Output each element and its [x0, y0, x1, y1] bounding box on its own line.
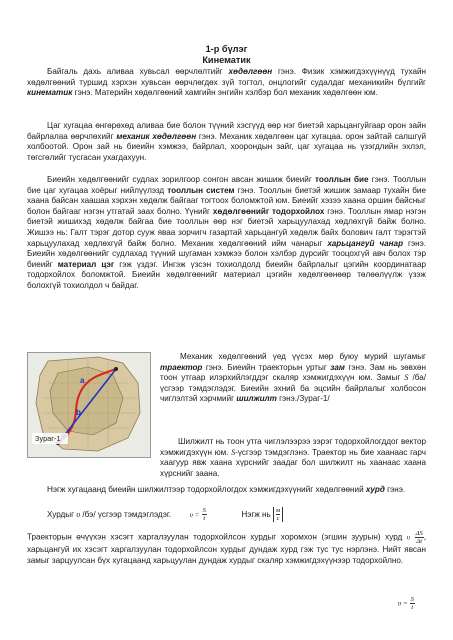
term-reference-body: тооллын бие [315, 175, 369, 184]
numerator: ΔS [415, 530, 423, 537]
symbol-v: υ [76, 510, 81, 519]
text: Нэгж хугацаанд биеийн шилжилтээр тодорхойлогдох хэмжигдэхүүнийг хөдөлгөөний [47, 485, 366, 494]
paragraph-speed-definition [27, 485, 426, 496]
text: -үсгээр тэмдэглэнэ. Траектор нь бие хаанаас гарч хаагуур явж хаана хүрснийг заадаг бол шилжилт нь хаанаас хаана хүрснийг заана. [160, 447, 426, 478]
text: гэж үздэг. Ингэж үзсэн тохиолдолд биеийн байрлалыг цэгийн координатаар тодорхойлох боломжтой. Биеийн хөдөлгөөнийг материал цэгийн хөдөлгөөнөөр төлөөлүүлж үзэж болохгүй тохиолдол ч байдаг. [27, 259, 426, 290]
section-title: Кинематик [202, 55, 251, 65]
map-trajectory-figure [27, 352, 151, 458]
term-mechanical-motion: механик хөдөлгөөн [116, 131, 197, 141]
text: Шилжилт нь тоон утга чиглэлээрээ зэрэг тодорхойлогддог вектор хэмжигдэхүүн юм. [160, 437, 426, 457]
numerator: S [202, 507, 206, 515]
text: /ба/ үсгээр тэмдэглэдэг. Биеийн эхний ба эцсийн байрлалыг холбосон чиглэлтэй хэрчмийг [160, 373, 426, 404]
numerator: S [410, 596, 414, 603]
paragraph-reference-frame [27, 175, 426, 292]
svg-text:a: a [80, 376, 85, 385]
denominator: Δt [416, 538, 422, 545]
text: Цаг хугацаа өнгөрөхөд аливаа бие болон түүний хэсгүүд өөр нэг биетэй харьцангуйгаар орон зайн байрлалаа өөрчлөхийг [27, 121, 426, 141]
text: Траекторын өчүүхэн хэсэгт харгалзуулан тодорхойлсон хурдыг хоромхон (эгшин зуурын) хурд [27, 532, 407, 542]
text: гэнэ. Зам нь зөвхөн тоон утгаар илэрхийлэгддэг скаляр хэмжигдэхүүн юм. Замыг [160, 362, 427, 383]
term-define-motion: хөдөлгөөнийг тодорхойлох [212, 206, 325, 216]
text: Механик хөдөлгөөний үед үүсэх мөр буюу мурий шугамыг [180, 352, 426, 361]
unit-numerator: м [276, 507, 281, 515]
text: гэнэ. Физик хэмжигдэхүүнүүд тухайн хөдөлгөөний туршид хэрхэн хувьсан өөрчлөгдөх зүй тогтол, онцлогийг судалдаг механикийн бүлгийг [27, 67, 426, 87]
term-relativity: харьцангуй чанар [327, 238, 404, 248]
map-illustration [28, 353, 150, 457]
text: Хурдыг [47, 510, 77, 519]
unit-label: Нэгж нь [241, 510, 271, 519]
svg-text:b: b [76, 408, 81, 417]
text: гэнэ. Материйн хөдөлгөөний хамгийн энгийн хэлбэр бол механик хөдөлгөөн юм. [72, 88, 378, 98]
denominator: t [411, 604, 414, 611]
formula-fraction [410, 596, 415, 611]
chapter-heading: 1-р бүлэг [205, 44, 248, 54]
formula-speed-line [27, 506, 426, 524]
unit-fraction [273, 507, 283, 522]
term-kinematics: кинематик [27, 88, 73, 98]
paragraph-mechanical-motion [27, 121, 426, 163]
text: гэнэ. Механик хөдөлгөөн цаг хугацаа. орон зайтай салшгүй холбоотой. Орон зай нь биеийн хэмжээ, байрлал, хоорондын зайг, цаг хугацаа нь үзэгдлийн эхлэл, төгсгөлийг тусгасан ухагдахуун. [27, 131, 426, 162]
unit-denominator: с [276, 515, 280, 523]
paragraph-trajectory [160, 352, 426, 405]
symbol-s: S [404, 373, 409, 383]
term-path: зам [330, 362, 345, 372]
text: гэнэ. Тооллын биетэй жишиж замаар тухайн бие хаана байсан хаашаа хэрхэн хөдөлж байгааг тогтоох боломжтой юм. Биеийг хэзээ хаана оршин байсныг болон байгааг нэгэн утгатай заах болно. Үүнийг [27, 185, 426, 216]
formula-average-speed [398, 596, 415, 611]
text: /бэ/ үсгээр тэмдэглэдэг. [80, 510, 172, 519]
denominator: t [203, 515, 206, 523]
text: гэнэ. Тооллын ямар нэгэн биетэй жишихэд хөдөлж байгаа бие тооллын өөр нэг биетэй харьцуулахад хөдлөхгүй байж болно. Жишээ нь: Галт тэрэг дотор сууж яваа зорчигч газартай харьцангуй хөдөлж байх болович галт тэрэгтэй харьцуулахад хөдлөхгүй байж болно. Механик хөдөлгөөний ийм чанарыг [27, 206, 426, 248]
paragraph-motion-definition [27, 67, 426, 99]
figure-caption: Зураг-1 [35, 434, 61, 443]
symbol-vector-s: S [231, 447, 236, 457]
formula-instant-lhs: υ [406, 533, 411, 542]
formula-lhs: υ = [398, 599, 408, 608]
paragraph-displacement-a [160, 437, 426, 479]
text: гэнэ./Зураг-1/ [276, 394, 330, 404]
paragraph-instant-speed [27, 530, 426, 566]
text: гэнэ. Биеийн хөдөлгөөнийг судлахад түүний шугаман хэмжээ болон хэлбэр дүрсийг тооцохгүй авч болох тэр биеийг [27, 238, 427, 269]
formula-fraction [202, 507, 207, 522]
text: , харьцангуй их хэсэгт харгалзуулан тодорхойлсон хурдыг дундаж хурд гэж тус тус нэрлэнэ. Нийт явсан замыг зарцуулсан бүх хугацаанд харьцуулан дундаж хурдыг скаляр хэмжигдэхүүнээр тодорхойлно. [27, 532, 426, 565]
term-material-point: материал цэг [57, 259, 115, 269]
text: Биеийн хөдөлгөөнийг судлах зорилгоор сонгон авсан жишиж биеийг [47, 175, 316, 184]
term-motion: хөдөлгөөн [228, 67, 273, 76]
term-speed: хурд [365, 485, 385, 494]
text: гэнэ. [384, 485, 406, 494]
text: гэнэ. Тооллын бие цаг хугацаа хоёрыг нийлүүлэзд [27, 175, 427, 195]
text: гэнэ. Биеийн траекторын уртыг [202, 362, 331, 372]
term-displacement: шилжилт [236, 394, 277, 404]
term-reference-system: тооллын систем [167, 185, 235, 195]
formula-lhs: υ = [189, 511, 200, 519]
text: Байгаль дахь аливаа хувьсал өөрчлөлтийг [47, 67, 229, 76]
term-trajectory: траектор [160, 362, 203, 372]
formula-instant-fraction [415, 530, 424, 545]
